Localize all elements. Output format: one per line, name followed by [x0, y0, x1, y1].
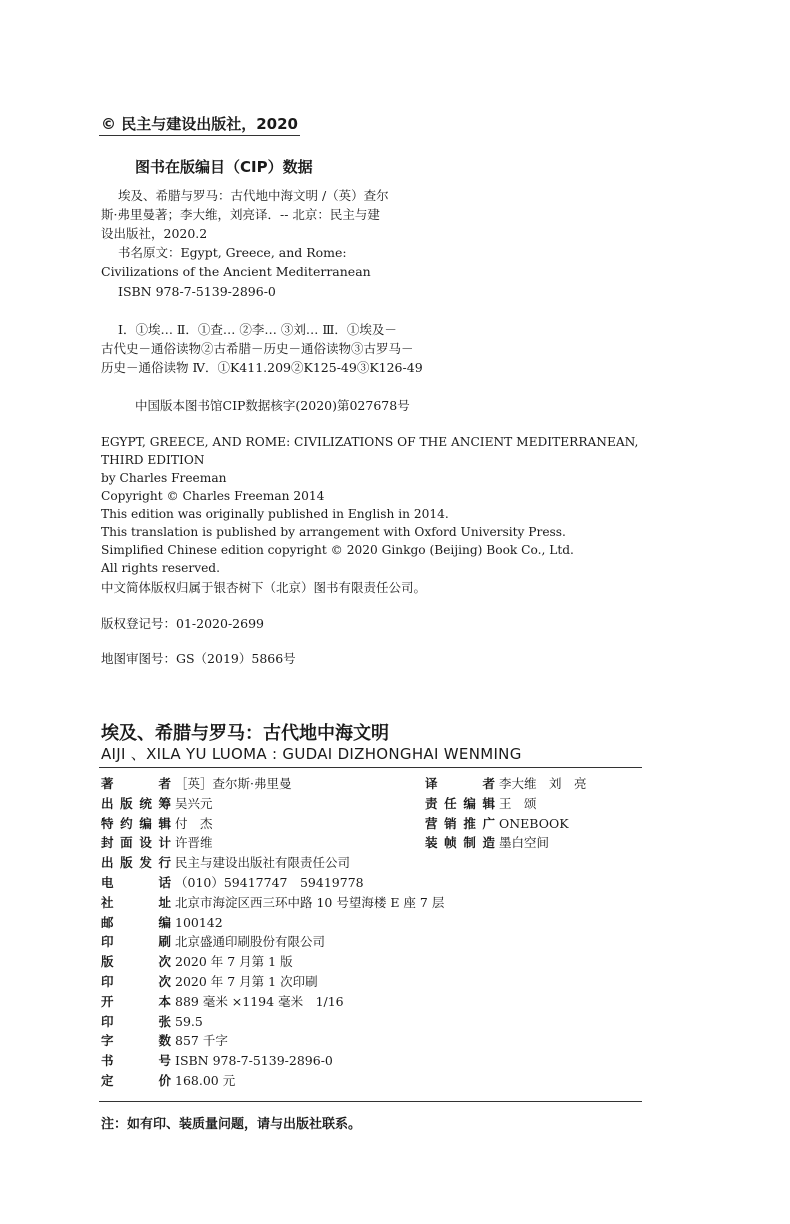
english-rights: All rights reserved.	[101, 561, 220, 575]
info-row	[425, 833, 587, 853]
cip-body-line-2: 斯·弗里曼著；李大维，刘亮译．-- 北京：民主与建	[101, 207, 380, 222]
info-label: 特 约 编 辑	[101, 815, 171, 831]
english-author: by Charles Freeman	[101, 471, 227, 485]
info-value: 2020 年 7 月第 1 版	[175, 954, 293, 970]
map-approval-number: 地图审图号：GS（2019）5866号	[101, 651, 296, 666]
info-value: 李大维 刘 亮	[499, 776, 587, 791]
info-row	[101, 853, 444, 873]
bottom-divider	[99, 1101, 642, 1102]
copyright-underline	[99, 135, 300, 136]
rights-chinese: 中文简体版权归属于银杏树下（北京）图书有限责任公司。	[101, 580, 427, 595]
book-title-chinese: 埃及、希腊与罗马：古代地中海文明	[101, 723, 389, 744]
info-label: 译 者	[425, 776, 495, 791]
info-label: 定 价	[101, 1072, 171, 1088]
info-row	[101, 913, 444, 933]
info-label: 著 者	[101, 776, 171, 791]
info-value: 100142	[175, 914, 223, 930]
info-value: 许晋维	[175, 835, 213, 851]
info-row	[101, 774, 444, 794]
english-title: EGYPT, GREECE, AND ROME: CIVILIZATIONS OF THE ANCIENT MEDITERRANEAN,	[101, 435, 639, 449]
title-divider	[99, 767, 642, 768]
info-value: ONEBOOK	[499, 815, 569, 831]
info-value: 墨白空间	[499, 835, 550, 851]
info-row	[101, 893, 444, 913]
cip-number: 中国版本图书馆CIP数据核字(2020)第027678号	[135, 398, 410, 413]
info-label: 营 销 推 广	[425, 815, 495, 831]
info-value: 889 毫米 ×1194 毫米 1/16	[175, 993, 344, 1009]
info-label: 开 本	[101, 993, 171, 1009]
info-value: 2020 年 7 月第 1 次印刷	[175, 973, 318, 989]
english-copyright: Copyright © Charles Freeman 2014	[101, 489, 325, 503]
cip-class-line-1: Ⅰ．①埃… Ⅱ．①查… ②李… ③刘… Ⅲ．①埃及－	[118, 322, 397, 337]
quality-note: 注：如有印、装质量问题，请与出版社联系。	[101, 1117, 362, 1132]
info-label: 印 次	[101, 973, 171, 989]
copyright-registration: 版权登记号：01-2020-2699	[101, 616, 264, 631]
info-row	[101, 1012, 444, 1032]
info-label: 出 版 统 筹	[101, 795, 171, 811]
info-row	[101, 972, 444, 992]
info-row	[425, 794, 587, 814]
english-arrangement: This translation is published by arrangement with Oxford University Press.	[101, 525, 566, 539]
info-label: 封 面 设 计	[101, 835, 171, 851]
info-value: 民主与建设出版社有限责任公司	[175, 855, 351, 871]
cip-title: 图书在版编目（CIP）数据	[135, 158, 313, 176]
cip-class-line-2: 古代史－通俗读物②古希腊－历史－通俗读物③古罗马－	[101, 341, 414, 356]
cip-original-title-2: Civilizations of the Ancient Mediterranean	[101, 264, 371, 279]
cip-body-line-3: 设出版社，2020.2	[101, 226, 208, 241]
cip-isbn: ISBN 978-7-5139-2896-0	[118, 284, 276, 299]
info-label: 版 次	[101, 954, 171, 970]
info-row	[101, 1051, 444, 1071]
info-row	[425, 774, 587, 794]
info-row	[101, 814, 444, 834]
info-label: 印 刷	[101, 934, 171, 950]
info-row	[101, 952, 444, 972]
info-label: 邮 编	[101, 914, 171, 930]
info-label: 电 话	[101, 874, 171, 890]
cip-body-line-1: 埃及、希腊与罗马：古代地中海文明 /（英）查尔	[118, 188, 389, 203]
info-value: ISBN 978-7-5139-2896-0	[175, 1053, 333, 1069]
info-value: 北京盛通印刷股份有限公司	[175, 934, 326, 950]
info-value: 付 杰	[175, 815, 213, 831]
info-row	[101, 932, 444, 952]
info-row	[101, 992, 444, 1012]
info-left-column	[101, 774, 444, 1091]
info-value: ［英］查尔斯·弗里曼	[175, 776, 292, 791]
english-edition: THIRD EDITION	[101, 453, 205, 467]
info-row	[101, 873, 444, 893]
info-row	[425, 814, 587, 834]
english-originally: This edition was originally published in English in 2014.	[101, 507, 449, 521]
info-label: 责 任 编 辑	[425, 795, 495, 811]
info-value: 北京市海淀区西三环中路 10 号望海楼 E 座 7 层	[175, 894, 445, 910]
info-value: 59.5	[175, 1013, 203, 1029]
info-right-column	[425, 774, 587, 853]
info-label: 装 帧 制 造	[425, 835, 495, 851]
info-row	[101, 833, 444, 853]
info-row	[101, 1071, 444, 1091]
info-row	[101, 794, 444, 814]
info-label: 社 址	[101, 894, 171, 910]
info-value: （010）59417747 59419778	[175, 874, 364, 890]
info-value: 吴兴元	[175, 795, 213, 811]
info-label: 字 数	[101, 1033, 171, 1049]
info-label: 印 张	[101, 1013, 171, 1029]
info-row	[101, 1031, 444, 1051]
info-label: 出 版 发 行	[101, 855, 171, 871]
info-value: 168.00 元	[175, 1072, 236, 1088]
cip-class-line-3: 历史－通俗读物 Ⅳ．①K411.209②K125-49③K126-49	[101, 360, 423, 375]
info-label: 书 号	[101, 1053, 171, 1069]
cip-original-title: 书名原文：Egypt, Greece, and Rome:	[118, 245, 347, 260]
book-title-pinyin: AIJI 、XILA YU LUOMA : GUDAI DIZHONGHAI WENMING	[101, 745, 522, 763]
english-chinese-edition: Simplified Chinese edition copyright © 2020 Ginkgo (Beijing) Book Co., Ltd.	[101, 543, 574, 557]
info-value: 王 颂	[499, 795, 537, 811]
info-value: 857 千字	[175, 1033, 228, 1049]
copyright-notice: © 民主与建设出版社，2020	[101, 115, 298, 133]
